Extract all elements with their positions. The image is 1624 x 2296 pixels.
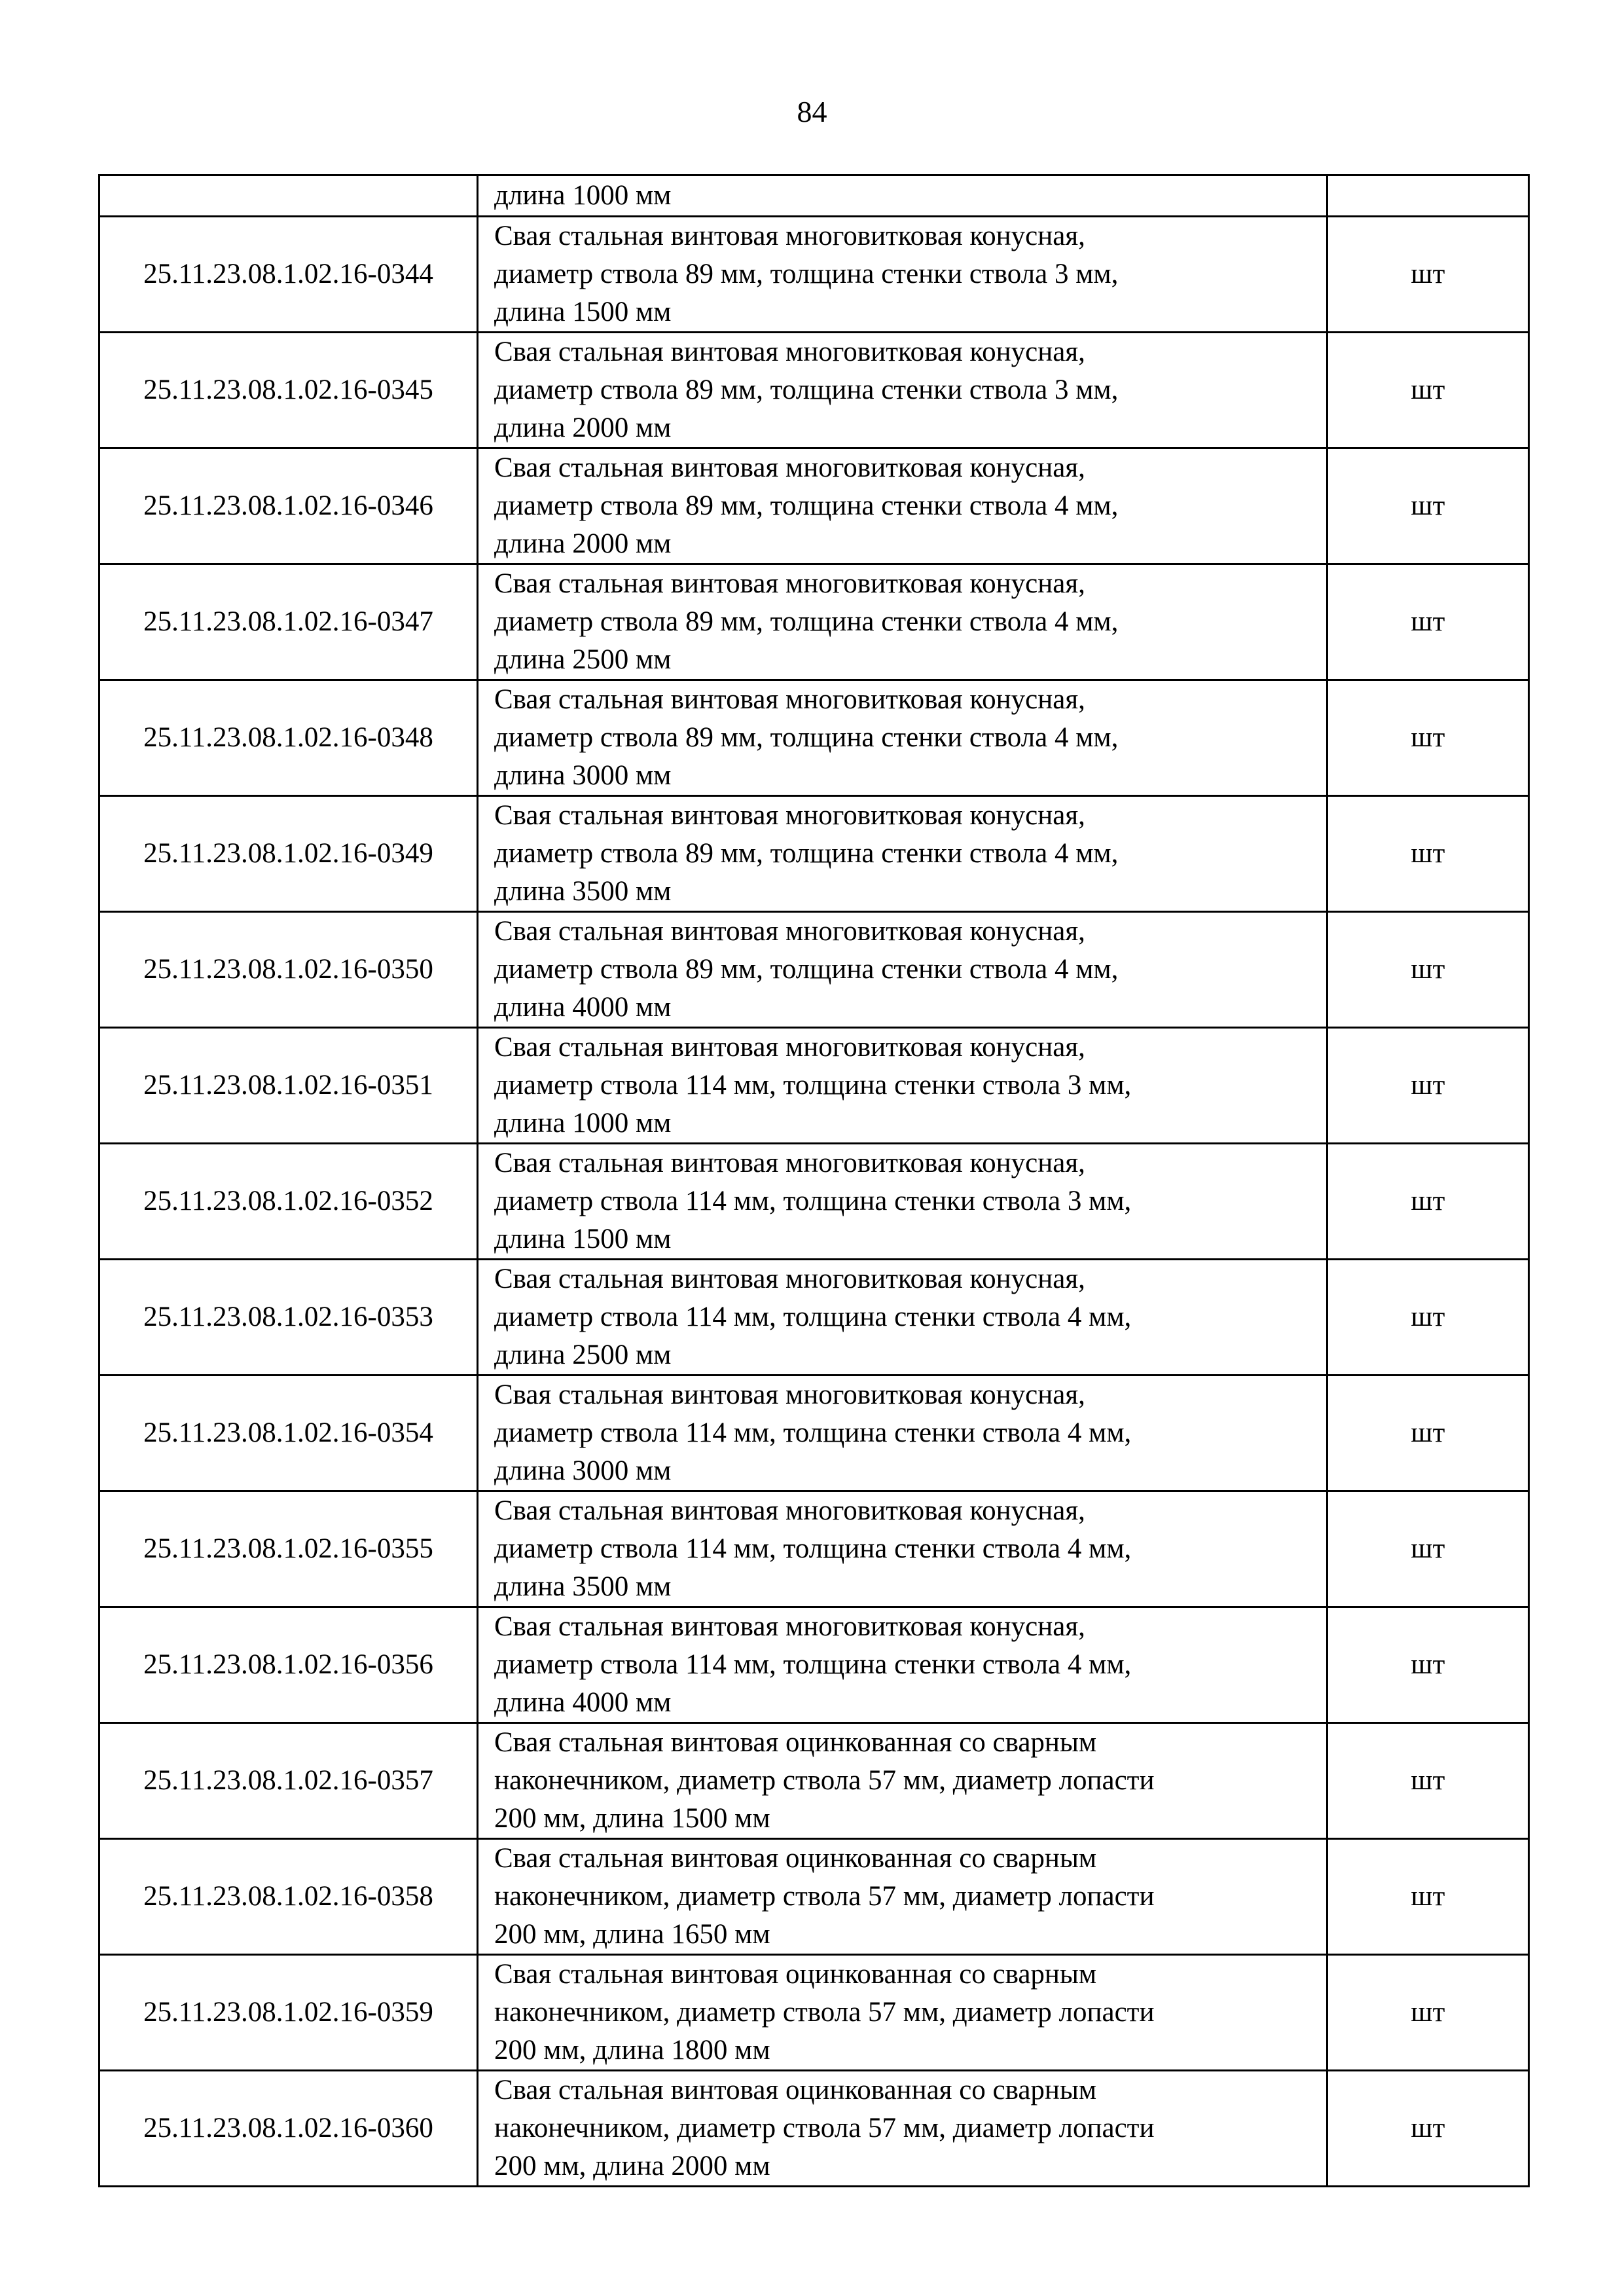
name-line: Свая стальная винтовая оцинкованная со сварным	[494, 1959, 1097, 1990]
table-row	[99, 564, 1529, 680]
name-cell	[478, 448, 1327, 564]
continuation-name-line: длина 1000 мм	[494, 180, 672, 211]
unit-cell: шт	[1327, 1955, 1529, 2071]
unit-cell: шт	[1327, 1839, 1529, 1955]
name-line: Свая стальная винтовая многовитковая конусная,	[494, 337, 1085, 367]
unit-cell: шт	[1327, 1260, 1529, 1376]
table-row	[99, 1260, 1529, 1376]
name-line: длина 2500 мм	[494, 1339, 672, 1370]
name-line: диаметр ствола 114 мм, толщина стенки ствола 3 мм,	[494, 1186, 1132, 1216]
name-line: длина 3000 мм	[494, 1455, 672, 1486]
name-line: диаметр ствола 89 мм, толщина стенки ствола 4 мм,	[494, 606, 1119, 637]
unit-cell: шт	[1327, 1028, 1529, 1144]
continuation-code-cell	[99, 175, 478, 217]
name-line: 200 мм, длина 1650 мм	[494, 1919, 770, 1950]
name-cell	[478, 1491, 1327, 1607]
table-row	[99, 1491, 1529, 1607]
code-cell: 25.11.23.08.1.02.16-0359	[99, 1955, 478, 2071]
name-line: Свая стальная винтовая многовитковая конусная,	[494, 221, 1085, 251]
unit-cell: шт	[1327, 333, 1529, 448]
name-line: Свая стальная винтовая многовитковая конусная,	[494, 800, 1085, 831]
code-cell: 25.11.23.08.1.02.16-0360	[99, 2071, 478, 2187]
table-row	[99, 1607, 1529, 1723]
table-row	[99, 1839, 1529, 1955]
name-line: наконечником, диаметр ствола 57 мм, диаметр лопасти	[494, 1881, 1155, 1912]
name-line: Свая стальная винтовая многовитковая конусная,	[494, 916, 1085, 947]
table-row	[99, 796, 1529, 912]
table-row	[99, 2071, 1529, 2187]
code-cell: 25.11.23.08.1.02.16-0349	[99, 796, 478, 912]
name-line: Свая стальная винтовая многовитковая конусная,	[494, 568, 1085, 599]
code-cell: 25.11.23.08.1.02.16-0352	[99, 1144, 478, 1260]
name-line: Свая стальная винтовая многовитковая конусная,	[494, 684, 1085, 715]
name-line: длина 1500 мм	[494, 297, 672, 327]
name-line: длина 1000 мм	[494, 1108, 672, 1139]
continuation-name-cell	[478, 175, 1327, 217]
name-line: Свая стальная винтовая оцинкованная со сварным	[494, 2075, 1097, 2105]
table-row	[99, 448, 1529, 564]
name-line: Свая стальная винтовая многовитковая конусная,	[494, 1379, 1085, 1410]
code-cell: 25.11.23.08.1.02.16-0344	[99, 217, 478, 333]
code-cell: 25.11.23.08.1.02.16-0347	[99, 564, 478, 680]
page-number: 84	[797, 95, 827, 128]
name-cell	[478, 217, 1327, 333]
name-line: Свая стальная винтовая многовитковая конусная,	[494, 1264, 1085, 1294]
name-line: наконечником, диаметр ствола 57 мм, диаметр лопасти	[494, 2113, 1155, 2143]
name-line: диаметр ствола 89 мм, толщина стенки ствола 3 мм,	[494, 374, 1119, 405]
name-line: диаметр ствола 89 мм, толщина стенки ствола 4 мм,	[494, 490, 1119, 521]
name-cell	[478, 796, 1327, 912]
table-row	[99, 217, 1529, 333]
name-line: диаметр ствола 114 мм, толщина стенки ствола 4 мм,	[494, 1417, 1132, 1448]
table-row	[99, 1723, 1529, 1839]
table-row	[99, 333, 1529, 448]
name-line: 200 мм, длина 1800 мм	[494, 2035, 770, 2066]
continuation-row	[99, 175, 1529, 217]
name-cell	[478, 333, 1327, 448]
name-line: наконечником, диаметр ствола 57 мм, диаметр лопасти	[494, 1997, 1155, 2028]
name-line: длина 4000 мм	[494, 1687, 672, 1718]
unit-cell: шт	[1327, 1144, 1529, 1260]
unit-cell: шт	[1327, 796, 1529, 912]
name-line: длина 3500 мм	[494, 1571, 672, 1602]
name-cell	[478, 1376, 1327, 1491]
name-line: Свая стальная винтовая оцинкованная со сварным	[494, 1727, 1097, 1758]
name-line: Свая стальная винтовая многовитковая конусная,	[494, 1495, 1085, 1526]
name-line: Свая стальная винтовая оцинкованная со сварным	[494, 1843, 1097, 1874]
table-row	[99, 912, 1529, 1028]
name-line: диаметр ствола 114 мм, толщина стенки ствола 3 мм,	[494, 1070, 1132, 1101]
unit-cell: шт	[1327, 448, 1529, 564]
table-row	[99, 1955, 1529, 2071]
name-cell	[478, 1144, 1327, 1260]
code-cell: 25.11.23.08.1.02.16-0348	[99, 680, 478, 796]
name-line: Свая стальная винтовая многовитковая конусная,	[494, 1032, 1085, 1063]
name-line: длина 3000 мм	[494, 760, 672, 791]
unit-cell: шт	[1327, 1607, 1529, 1723]
name-line: длина 2000 мм	[494, 528, 672, 559]
code-cell: 25.11.23.08.1.02.16-0355	[99, 1491, 478, 1607]
name-line: длина 3500 мм	[494, 876, 672, 907]
name-line: наконечником, диаметр ствола 57 мм, диаметр лопасти	[494, 1765, 1155, 1796]
name-line: Свая стальная винтовая многовитковая конусная,	[494, 452, 1085, 483]
code-cell: 25.11.23.08.1.02.16-0356	[99, 1607, 478, 1723]
name-cell	[478, 912, 1327, 1028]
unit-cell: шт	[1327, 1376, 1529, 1491]
resource-table	[98, 174, 1530, 2187]
name-line: длина 2500 мм	[494, 644, 672, 675]
name-line: 200 мм, длина 2000 мм	[494, 2151, 770, 2181]
name-cell	[478, 564, 1327, 680]
name-cell	[478, 1607, 1327, 1723]
name-cell	[478, 1028, 1327, 1144]
code-cell: 25.11.23.08.1.02.16-0358	[99, 1839, 478, 1955]
unit-cell: шт	[1327, 912, 1529, 1028]
name-line: Свая стальная винтовая многовитковая конусная,	[494, 1148, 1085, 1178]
code-cell: 25.11.23.08.1.02.16-0351	[99, 1028, 478, 1144]
name-line: диаметр ствола 89 мм, толщина стенки ствола 4 мм,	[494, 954, 1119, 985]
code-cell: 25.11.23.08.1.02.16-0353	[99, 1260, 478, 1376]
name-cell	[478, 1955, 1327, 2071]
name-cell	[478, 1839, 1327, 1955]
name-line: диаметр ствола 89 мм, толщина стенки ствола 3 мм,	[494, 259, 1119, 289]
unit-cell: шт	[1327, 564, 1529, 680]
code-cell: 25.11.23.08.1.02.16-0350	[99, 912, 478, 1028]
name-line: длина 1500 мм	[494, 1224, 672, 1254]
name-line: Свая стальная винтовая многовитковая конусная,	[494, 1611, 1085, 1642]
table-row	[99, 1028, 1529, 1144]
name-cell	[478, 680, 1327, 796]
name-cell	[478, 1260, 1327, 1376]
unit-cell: шт	[1327, 217, 1529, 333]
name-line: диаметр ствола 114 мм, толщина стенки ствола 4 мм,	[494, 1533, 1132, 1564]
continuation-unit-cell	[1327, 175, 1529, 217]
code-cell: 25.11.23.08.1.02.16-0354	[99, 1376, 478, 1491]
unit-cell: шт	[1327, 1723, 1529, 1839]
code-cell: 25.11.23.08.1.02.16-0357	[99, 1723, 478, 1839]
resource-table-body	[99, 175, 1529, 2187]
name-line: диаметр ствола 89 мм, толщина стенки ствола 4 мм,	[494, 838, 1119, 869]
table-row	[99, 1376, 1529, 1491]
name-cell	[478, 1723, 1327, 1839]
name-line: длина 2000 мм	[494, 412, 672, 443]
unit-cell: шт	[1327, 1491, 1529, 1607]
table-row	[99, 680, 1529, 796]
table-row	[99, 1144, 1529, 1260]
name-line: длина 4000 мм	[494, 992, 672, 1023]
name-line: диаметр ствола 114 мм, толщина стенки ствола 4 мм,	[494, 1649, 1132, 1680]
code-cell: 25.11.23.08.1.02.16-0345	[99, 333, 478, 448]
unit-cell: шт	[1327, 680, 1529, 796]
name-line: диаметр ствола 89 мм, толщина стенки ствола 4 мм,	[494, 722, 1119, 753]
unit-cell: шт	[1327, 2071, 1529, 2187]
code-cell: 25.11.23.08.1.02.16-0346	[99, 448, 478, 564]
name-line: диаметр ствола 114 мм, толщина стенки ствола 4 мм,	[494, 1302, 1132, 1332]
name-cell	[478, 2071, 1327, 2187]
name-line: 200 мм, длина 1500 мм	[494, 1803, 770, 1834]
